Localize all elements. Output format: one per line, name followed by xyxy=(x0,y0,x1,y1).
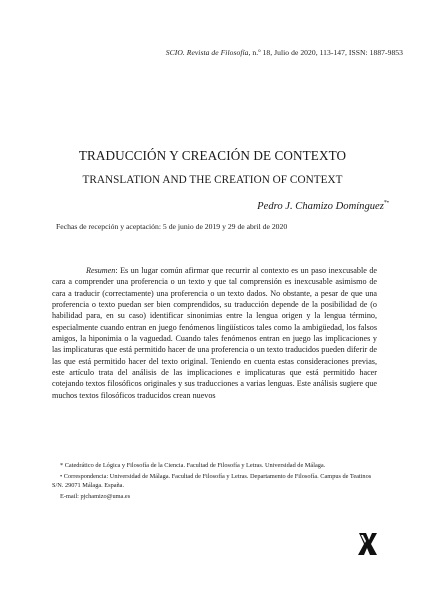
footnote-affiliation: * Catedrático de Lógica y Filosofía de la Ciencia. Facultad de Filosofía y Letras. Universidad de Málaga. xyxy=(60,462,326,469)
title-spanish: TRADUCCIÓN Y CREACIÓN DE CONTEXTO xyxy=(78,148,347,163)
footnote-email: E-mail: pjchamizo@uma.es xyxy=(60,492,131,500)
abstract-paragraph xyxy=(52,265,377,401)
author-footnote-marks: *• xyxy=(383,200,389,206)
title-english: TRANSLATION AND THE CREATION OF CONTEXT xyxy=(82,174,343,186)
footnotes xyxy=(52,461,377,502)
running-header xyxy=(40,48,403,57)
abstract-text: : Es un lugar común afirmar que recurrir al contexto es un paso inexcusable de cara a comprender una proferencia o un texto y que tal comprensión es inexcusable asimismo de cara a traducir (correctamente) una proferencia o un texto dados. No obstante, a pesar de que una proferencia o texto puedan ser bien comprendidos, su traducción depende de la posibilidad de (o habilidad para, en su caso) identificar sinonimias entre la lengua origen y la lengua término, especialmente cuando entran en juego fenómenos lingüísticos tales como la ambigüedad, los falsos amigos, la hiponimia o la vaguedad. Cuando tales fenómenos entran en juego las implicaciones y las implicaturas que está permitido hacer de una proferencia o un texto traducidos pueden diferir de las que está permitido hacer del texto original. Teniendo en cuenta estas consideraciones previas, este artículo trata del análisis de las implicaciones e implicaturas que está permitido hacer cotejando textos filosóficos originales y sus traducciones a varias lenguas. Este análisis sugiere que muchos textos filosóficos traducidos crean nuevos xyxy=(52,266,377,400)
publisher-logo-icon xyxy=(356,532,378,556)
reception-dates: Fechas de recepción y aceptación: 5 de junio de 2019 y 29 de abril de 2020 xyxy=(56,222,288,231)
citation-info: , n.º 18, Julio de 2020, 113-147, ISSN: 1887-9853 xyxy=(248,48,403,57)
abstract-label: Resumen xyxy=(86,266,116,275)
abstract xyxy=(52,265,377,401)
journal-name: SCIO. Revista de Filosofía xyxy=(165,48,249,57)
footnote-correspondence: • Correspondencia: Universidad de Málaga. Facultad de Filosofía y Letras. Departamento de Filosofía. Campus de Teatinos S/N. 29071 Málaga. España. xyxy=(52,472,372,489)
author-name: Pedro J. Chamizo Domínguez xyxy=(257,201,384,212)
author-line xyxy=(257,200,389,212)
